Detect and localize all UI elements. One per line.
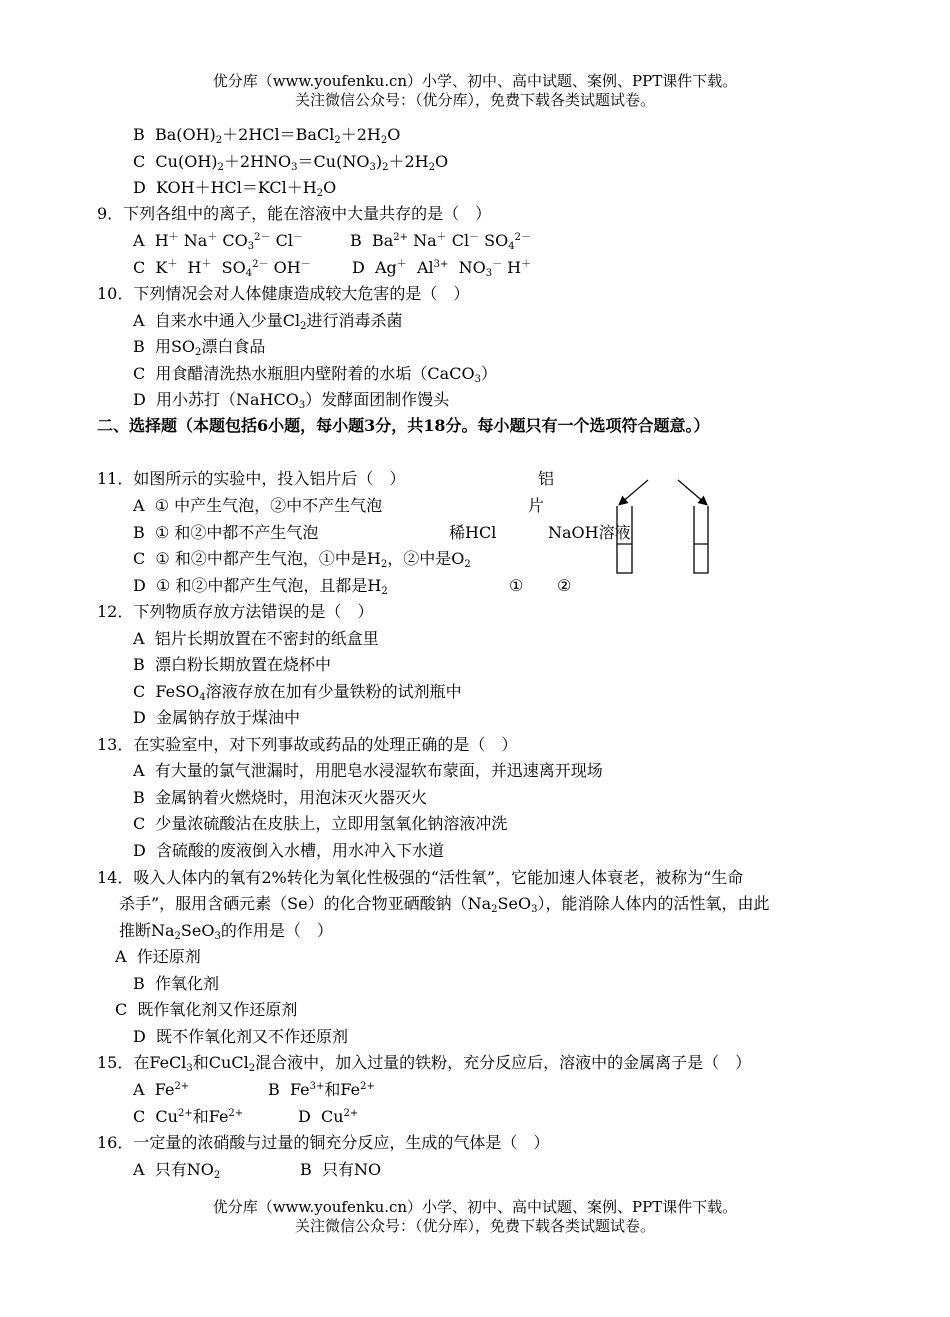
q11-stem: 11．如图所示的实验中，投入铝片后（ ） (97, 469, 406, 488)
q15-option-d: D $Cu^{2+}$ (298, 1107, 359, 1126)
q9-option-d: D Ag＋ $Al^{3+}$ $NO_3^-$ H＋ (352, 258, 532, 279)
q11-option-a: A ① 中产生气泡，②中不产生气泡 (133, 496, 383, 515)
q10-option-b: B 用$SO_2$漂白食品 (133, 337, 266, 358)
q9-option-b: B $Ba^{2+}$ Na＋ Cl－ $SO_4^{2-}$ (350, 231, 531, 252)
q10-option-c: C 用食醋清洗热水瓶胆内壁附着的水垢（CaCO$_3$） (133, 364, 497, 385)
q11-option-c: C ① 和②中都产生气泡，①中是$H_2$，②中是$O_2$ (133, 549, 471, 570)
figure-label-tube-2: ② (557, 576, 572, 595)
q12-option-a: A 铝片长期放置在不密封的纸盒里 (133, 629, 379, 648)
q9-option-a: A H＋ Na＋ $CO_3^{2-}$ Cl－ (133, 231, 303, 252)
q12-option-c: C FeSO$_4$溶液存放在加有少量铁粉的试剂瓶中 (133, 682, 462, 703)
q12-stem: 12．下列物质存放方法错误的是（ ） (97, 602, 374, 621)
q9-option-c: C K＋ H＋ $SO_4^{2-}$ OH－ (133, 258, 311, 279)
q12-option-b: B 漂白粉长期放置在烧杯中 (133, 655, 331, 674)
q14-stem-line-2: 杀手”，服用含硒元素（Se）的化合物亚硒酸钠$(Na_2SeO_3)$，能消除人体内的活性氧，由此 (119, 894, 770, 915)
q13-option-b: B 金属钠着火燃烧时，用泡沫灭火器灭火 (133, 788, 427, 807)
figure-label-aluminum-1: 铝 (538, 469, 555, 488)
q15-option-c: C $Cu^{2+}$和$Fe^{2+}$ (133, 1107, 244, 1126)
q16-stem: 16．一定量的浓硝酸与过量的铜充分反应，生成的气体是（ ） (97, 1133, 550, 1152)
q14-stem-line-1: 14．吸入人体内的氧有2%转化为氧化性极强的“活性氧”，它能加速人体衰老，被称为“生命 (97, 868, 744, 887)
footer-line-2: 关注微信公众号：（优分库），免费下载各类试题试卷。 (294, 1217, 655, 1235)
q14-option-d: D 既不作氧化剂又不作还原剂 (133, 1027, 349, 1046)
q13-option-d: D 含硫酸的废液倒入水槽，用水冲入下水道 (133, 841, 445, 860)
header-line-2: 关注微信公众号：（优分库），免费下载各类试题试卷。 (294, 91, 655, 109)
q9-stem: 9．下列各组中的离子，能在溶液中大量共存的是（ ） (97, 204, 492, 223)
q14-option-b: B 作氧化剂 (133, 974, 219, 993)
figure-label-tube-1: ① (509, 576, 524, 595)
q8-option-d: D $KOH+HCl=KCl+H_2O$ (133, 178, 337, 199)
q16-option-a: A 只有$NO_2$ (133, 1160, 221, 1181)
arrow-left (620, 480, 648, 504)
test-tube-figure (600, 470, 730, 585)
q8-option-b: B $Ba(OH)_2+2HCl=BaCl_2+2H_2O$ (133, 125, 401, 146)
q10-option-d: D 用小苏打（NaHCO$_3$）发酵面团制作馒头 (133, 390, 450, 411)
figure-label-aluminum-2: 片 (528, 496, 545, 515)
q14-option-c: C 既作氧化剂又作还原剂 (115, 1000, 298, 1019)
header-line-1: 优分库（www.youfenku.cn）小学、初中、高中试题、案例、PPT课件下载。 (212, 72, 738, 90)
section-heading: 二、选择题（本题包括6小题，每小题3分，共18分。每小题只有一个选项符合题意。） (97, 416, 710, 435)
figure-label-naoh: NaOH溶液 (548, 523, 631, 542)
q14-stem-line-3: 推断$Na_2SeO_3$的作用是（ ） (119, 921, 333, 942)
q11-option-b: B ① 和②中都不产生气泡 (133, 523, 319, 542)
footer-line-1: 优分库（www.youfenku.cn）小学、初中、高中试题、案例、PPT课件下载。 (212, 1198, 738, 1216)
q10-option-a: A 自来水中通入少量$Cl_2$进行消毒杀菌 (133, 311, 403, 332)
q15-option-a: A $Fe^{2+}$ (133, 1080, 190, 1099)
figure-label-hcl: 稀HCl (449, 523, 497, 542)
q11-option-d: D ① 和②中都产生气泡，且都是$H_2$ (133, 576, 388, 597)
test-tube-2 (694, 506, 708, 573)
q16-option-b: B 只有NO (300, 1160, 382, 1179)
q15-stem: 15．在FeCl$_3$和CuCl$_2$混合液中，加入过量的铁粉，充分反应后，溶液中的金属离子是（ ） (97, 1053, 752, 1074)
q12-option-d: D 金属钠存放于煤油中 (133, 708, 301, 727)
q13-option-a: A 有大量的氯气泄漏时，用肥皂水浸湿软布蒙面，并迅速离开现场 (133, 761, 603, 780)
q14-option-a: A 作还原剂 (115, 947, 201, 966)
q13-stem: 13．在实验室中，对下列事故或药品的处理正确的是（ ） (97, 735, 518, 754)
q8-option-c: C $Cu(OH)_2+2HNO_3=Cu(NO_3)_2+2H_2O$ (133, 152, 449, 173)
arrow-right (678, 480, 706, 504)
q10-stem: 10．下列情况会对人体健康造成较大危害的是（ ） (97, 284, 470, 303)
q13-option-c: C 少量浓硫酸沾在皮肤上，立即用氢氧化钠溶液冲洗 (133, 814, 508, 833)
q15-option-b: B $Fe^{3+}$和$Fe^{2+}$ (268, 1080, 375, 1099)
test-tube-1 (617, 506, 632, 573)
